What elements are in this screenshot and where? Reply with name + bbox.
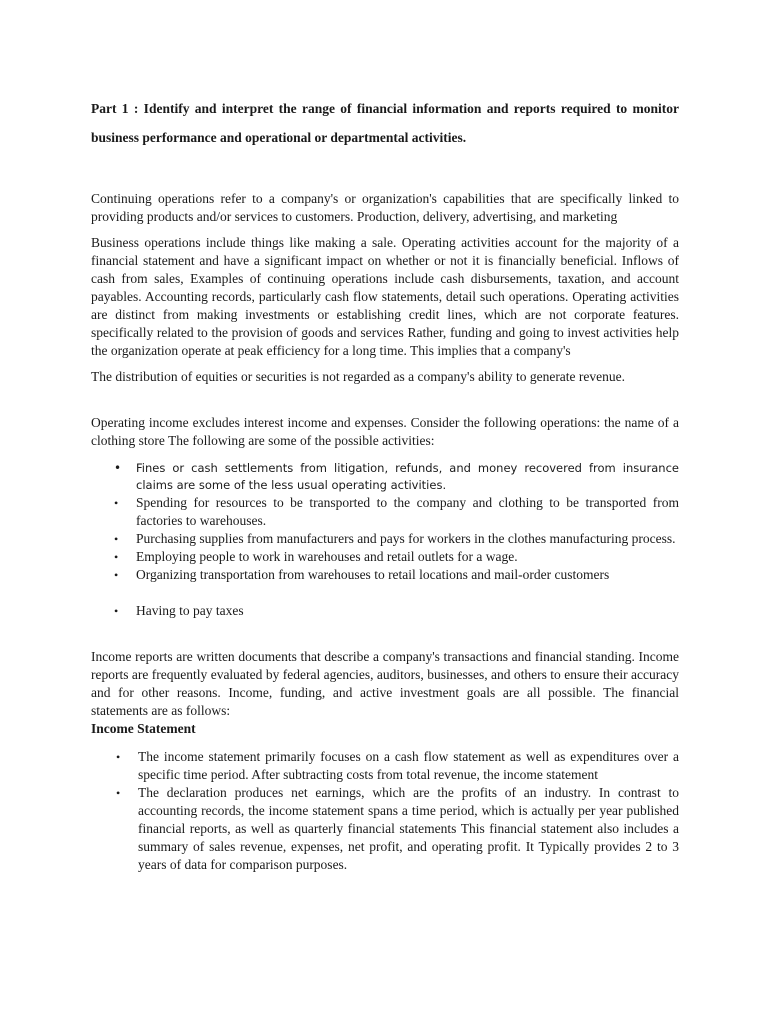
- bullet-icon: •: [116, 750, 121, 764]
- income-statement-heading: Income Statement: [91, 721, 196, 736]
- list-item: [91, 748, 679, 784]
- part-heading: Part 1 : Identify and interpret the range of financial information and reports required to monitor business performance and operational or departmental activities.: [91, 101, 679, 145]
- list-item-text: Organizing transportation from warehouses to retail locations and mail-order customers: [136, 567, 610, 582]
- paragraph-operating-income: Operating income excludes interest income and expenses. Consider the following operations: the name of a clothing store The following are some of the possible activities:: [91, 415, 679, 448]
- operating-activities-list: [91, 460, 679, 620]
- list-item-text: The income statement primarily focuses on a cash flow statement as well as expenditures over a specific time period. After subtracting costs from total revenue, the income statement: [138, 749, 679, 782]
- bullet-icon: •: [114, 532, 119, 546]
- list-item-text: The declaration produces net earnings, which are the profits of an industry. In contrast to accounting records, the income statement spans a time period, which is actually per year published financial reports, as well as quarterly financial statements This financial statement also includes a summary of sales revenue, expenses, net profit, and operating profit. It Typically provides 2 to 3 years of data for comparison purposes.: [138, 785, 679, 872]
- list-item-text: Fines or cash settlements from litigation, refunds, and money recovered from insurance claims are some of the less usual operating activities.: [136, 461, 679, 492]
- bullet-icon: •: [114, 461, 122, 475]
- paragraph-continuing-operations: Continuing operations refer to a company's or organization's capabilities that are specifically linked to providing products and/or services to customers. Production, delivery, advertising, and marketing: [91, 191, 679, 224]
- list-item: [91, 784, 679, 874]
- paragraph-distribution: The distribution of equities or securities is not regarded as a company's ability to generate revenue.: [91, 369, 626, 384]
- list-item: [91, 530, 679, 548]
- list-item: [91, 602, 679, 620]
- paragraph-business-operations: Business operations include things like making a sale. Operating activities account for the majority of a financial statement and have a significant impact on whether or not it is financially beneficial. Inflows of cash from sales, Examples of continuing operations include cash disbursements, taxation, and account payables. Accounting records, particularly cash flow statements, detail such operations. Operating activities are distinct from making investments or establishing credit lines, which are not corporate features. specifically related to the provision of goods and services Rather, funding and going to invest activities help the organization operate at peak efficiency for a long time. This implies that a company's: [91, 235, 679, 358]
- document-body: [91, 94, 679, 874]
- bullet-icon: •: [116, 786, 121, 800]
- list-item: [91, 494, 679, 530]
- bullet-icon: •: [114, 550, 119, 564]
- list-item: [91, 548, 679, 566]
- list-item: [91, 460, 679, 494]
- list-item: [91, 566, 679, 584]
- paragraph-income-reports: Income reports are written documents that describe a company's transactions and financial standing. Income reports are frequently evaluated by federal agencies, auditors, businesses, and others to ensure their accuracy and for other reasons. Income, funding, and active investment goals are all possible. The financial statements are as follows:: [91, 649, 679, 718]
- bullet-icon: •: [114, 568, 119, 582]
- bullet-icon: •: [114, 496, 119, 510]
- list-item-text: Employing people to work in warehouses and retail outlets for a wage.: [136, 549, 518, 564]
- list-item-text: Purchasing supplies from manufacturers and pays for workers in the clothes manufacturing process.: [136, 531, 676, 546]
- bullet-icon: •: [114, 604, 119, 618]
- income-statement-list: [91, 748, 679, 874]
- list-item-text: Spending for resources to be transported to the company and clothing to be transported from factories to warehouses.: [136, 495, 679, 528]
- list-item-text: Having to pay taxes: [136, 603, 244, 618]
